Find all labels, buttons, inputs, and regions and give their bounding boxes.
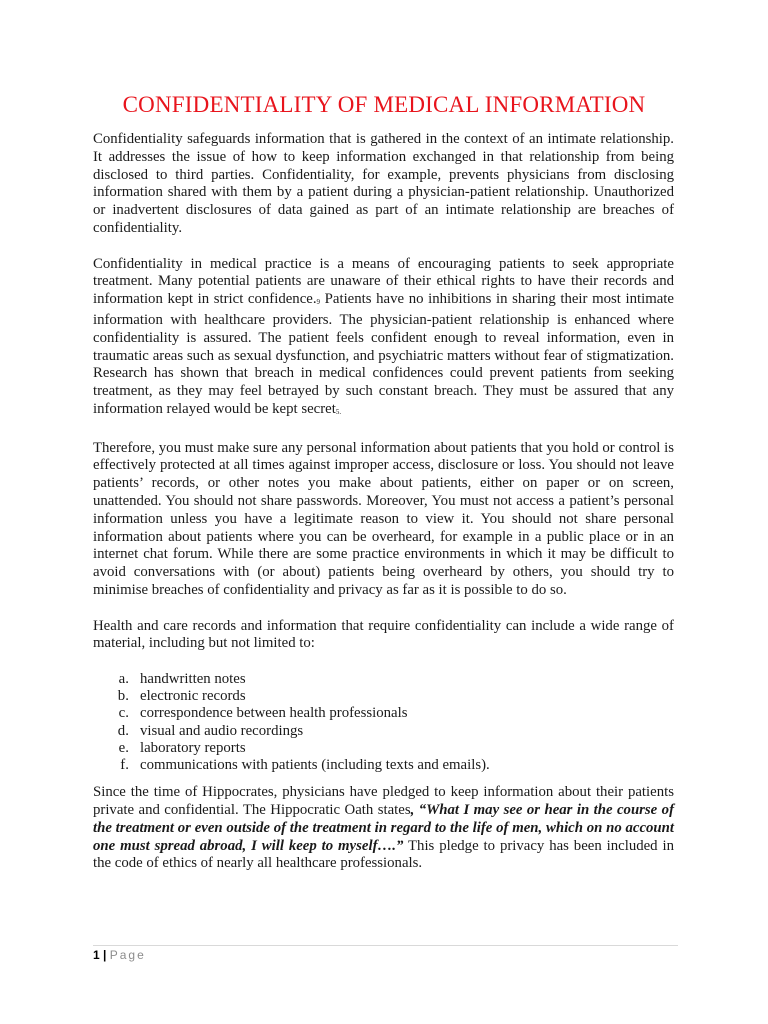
document-body <box>93 131 674 873</box>
list-item: f. communications with patients (including texts and emails). <box>140 757 674 774</box>
page-title: CONFIDENTIALITY OF MEDICAL INFORMATION <box>122 92 646 117</box>
paragraph-protection: Therefore, you must make sure any personal information about patients that you hold or control is effectively protected at all times against improper access, disclosure or loss. You should not leave patients’ records, or other notes you make about patients, either on paper or on screen, unattended. You should not share passwords. Moreover, You must not access a patient’s personal information unless you have a legitimate reason to view it. You should not share personal information about patients where you can be overheard, for example in a public place or in an internet chat forum. While there are some practice environments in which it may be difficult to avoid conversations with (or about) patients being overheard by others, you should try to minimise breaches of confidentiality and privacy as far as it is possible to do so. <box>93 439 674 598</box>
paragraph-text: Confidentiality in medical practice is a means of encouraging patients to seek appropriate treatment. Many potential patients are unaware of their ethical rights to have their records and information kept in strict confidence. <box>93 255 674 308</box>
paragraph-hippocrates <box>93 784 674 873</box>
paragraph-medical-practice <box>93 256 674 422</box>
footer-separator: | <box>103 948 107 962</box>
citation-reference: 5. <box>335 407 342 416</box>
page-label: Page <box>109 948 146 962</box>
footer-divider <box>93 945 678 946</box>
list-item: b. electronic records <box>140 688 674 705</box>
hippocratic-quote: , “What I may see or hear in the course of the treatment or even outside of the treatment in regard to the life of men, which on no account one must spread abroad, I will keep to myself….” <box>93 801 675 854</box>
citation-reference: 9 <box>316 298 321 307</box>
list-item: a. handwritten notes <box>140 671 674 688</box>
page-footer <box>93 948 146 962</box>
list-item: d. visual and audio recordings <box>140 723 674 740</box>
page-number: 1 <box>93 948 100 962</box>
paragraph-text: Patients have no inhibitions in sharing their most intimate information with healthcare providers. The physician-patient relationship is enhanced where confidentiality is assured. The patient feels confident enough to reveal information, even in traumatic areas such as sexual dysfunction, and psychiatric matters without fear of stigmatization. Research has shown that breach in medical confidences could prevent patients from seeking treatment, as they may feel betrayed by such constant breach. They must be assured that any information relayed would be kept secret <box>93 291 674 417</box>
records-list <box>93 671 674 774</box>
paragraph-text: This pledge to privacy has been included in the code of ethics of nearly all healthcare professionals. <box>93 837 674 872</box>
paragraph-text: Since the time of Hippocrates, physicians have pledged to keep information about their patients private and confidential. The Hippocratic Oath states <box>93 784 674 818</box>
list-item: c. correspondence between health professionals <box>140 705 674 722</box>
paragraph-intro: Confidentiality safeguards information that is gathered in the context of an intimate relationship. It addresses the issue of how to keep information exchanged in that relationship from being disclosed to third parties. Confidentiality, for example, prevents physicians from disclosing information shared with them by a patient during a physician-patient relationship. Unauthorized or inadvertent disclosures of data gained as part of an intimate relationship are breaches of confidentiality. <box>93 131 674 236</box>
list-item: e. laboratory reports <box>140 740 674 757</box>
paragraph-records: Health and care records and information that require confidentiality can include a wide range of material, including but not limited to: <box>93 617 674 652</box>
